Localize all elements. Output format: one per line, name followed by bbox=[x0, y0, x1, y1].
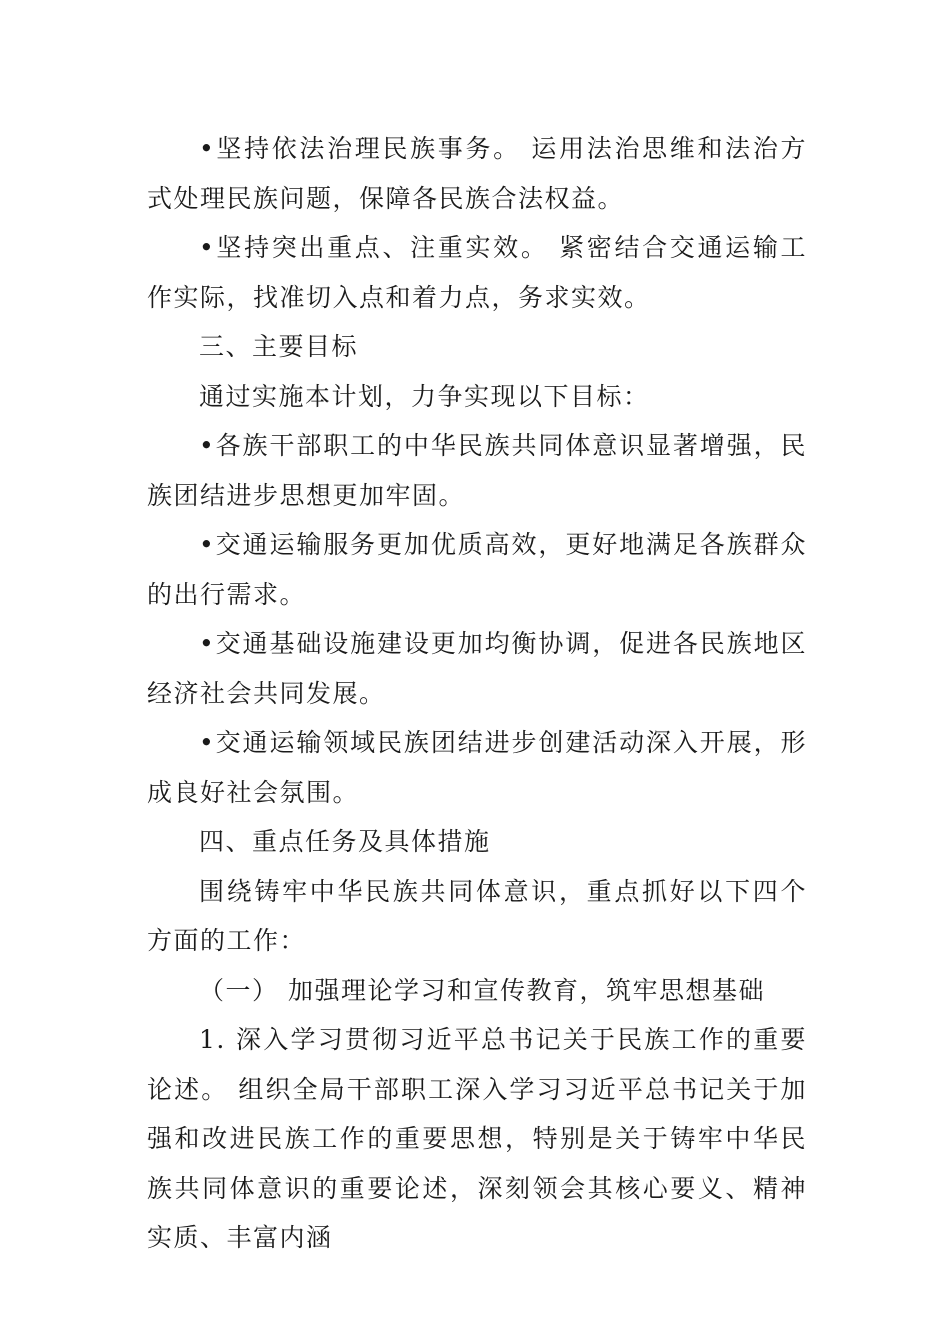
section-heading-main-goals: 三、主要目标 bbox=[199, 332, 359, 361]
bullet-rule-of-law: •坚持依法治理民族事务。 运用法治思维和法治方式处理民族问题，保障各民族合法权益。 bbox=[147, 134, 807, 213]
goal-item-service: •交通运输服务更加优质高效，更好地满足各族群众的出行需求。 bbox=[147, 530, 807, 609]
goal-item-unity-activities: •交通运输领域民族团结进步创建活动深入开展，形成良好社会氛围。 bbox=[147, 728, 807, 807]
subsection-heading-theory-study: （一） 加强理论学习和宣传教育，筑牢思想基础 bbox=[199, 975, 765, 1005]
section-heading-key-tasks: 四、重点任务及具体措施 bbox=[199, 827, 491, 856]
goal-item-infrastructure: •交通基础设施建设更加均衡协调，促进各民族地区经济社会共同发展。 bbox=[147, 629, 807, 708]
goals-intro: 通过实施本计划，力争实现以下目标： bbox=[199, 381, 650, 411]
document-body bbox=[147, 124, 807, 1263]
task-item-1: 1. 深入学习贯彻习近平总书记关于民族工作的重要论述。 组织全局干部职工深入学习习近平总书记关于加强和改进民族工作的重要思想，特别是关于铸牢中华民族共同体意识的重要论述，深刻领会其核心要义、精神实质、丰富内涵 bbox=[147, 1025, 807, 1252]
bullet-focus-effectiveness: •坚持突出重点、注重实效。 紧密结合交通运输工作实际，找准切入点和着力点，务求实效。 bbox=[147, 233, 807, 312]
key-tasks-intro: 围绕铸牢中华民族共同体意识，重点抓好以下四个方面的工作： bbox=[147, 876, 807, 955]
goal-item-awareness: •各族干部职工的中华民族共同体意识显著增强，民族团结进步思想更加牢固。 bbox=[147, 431, 807, 510]
